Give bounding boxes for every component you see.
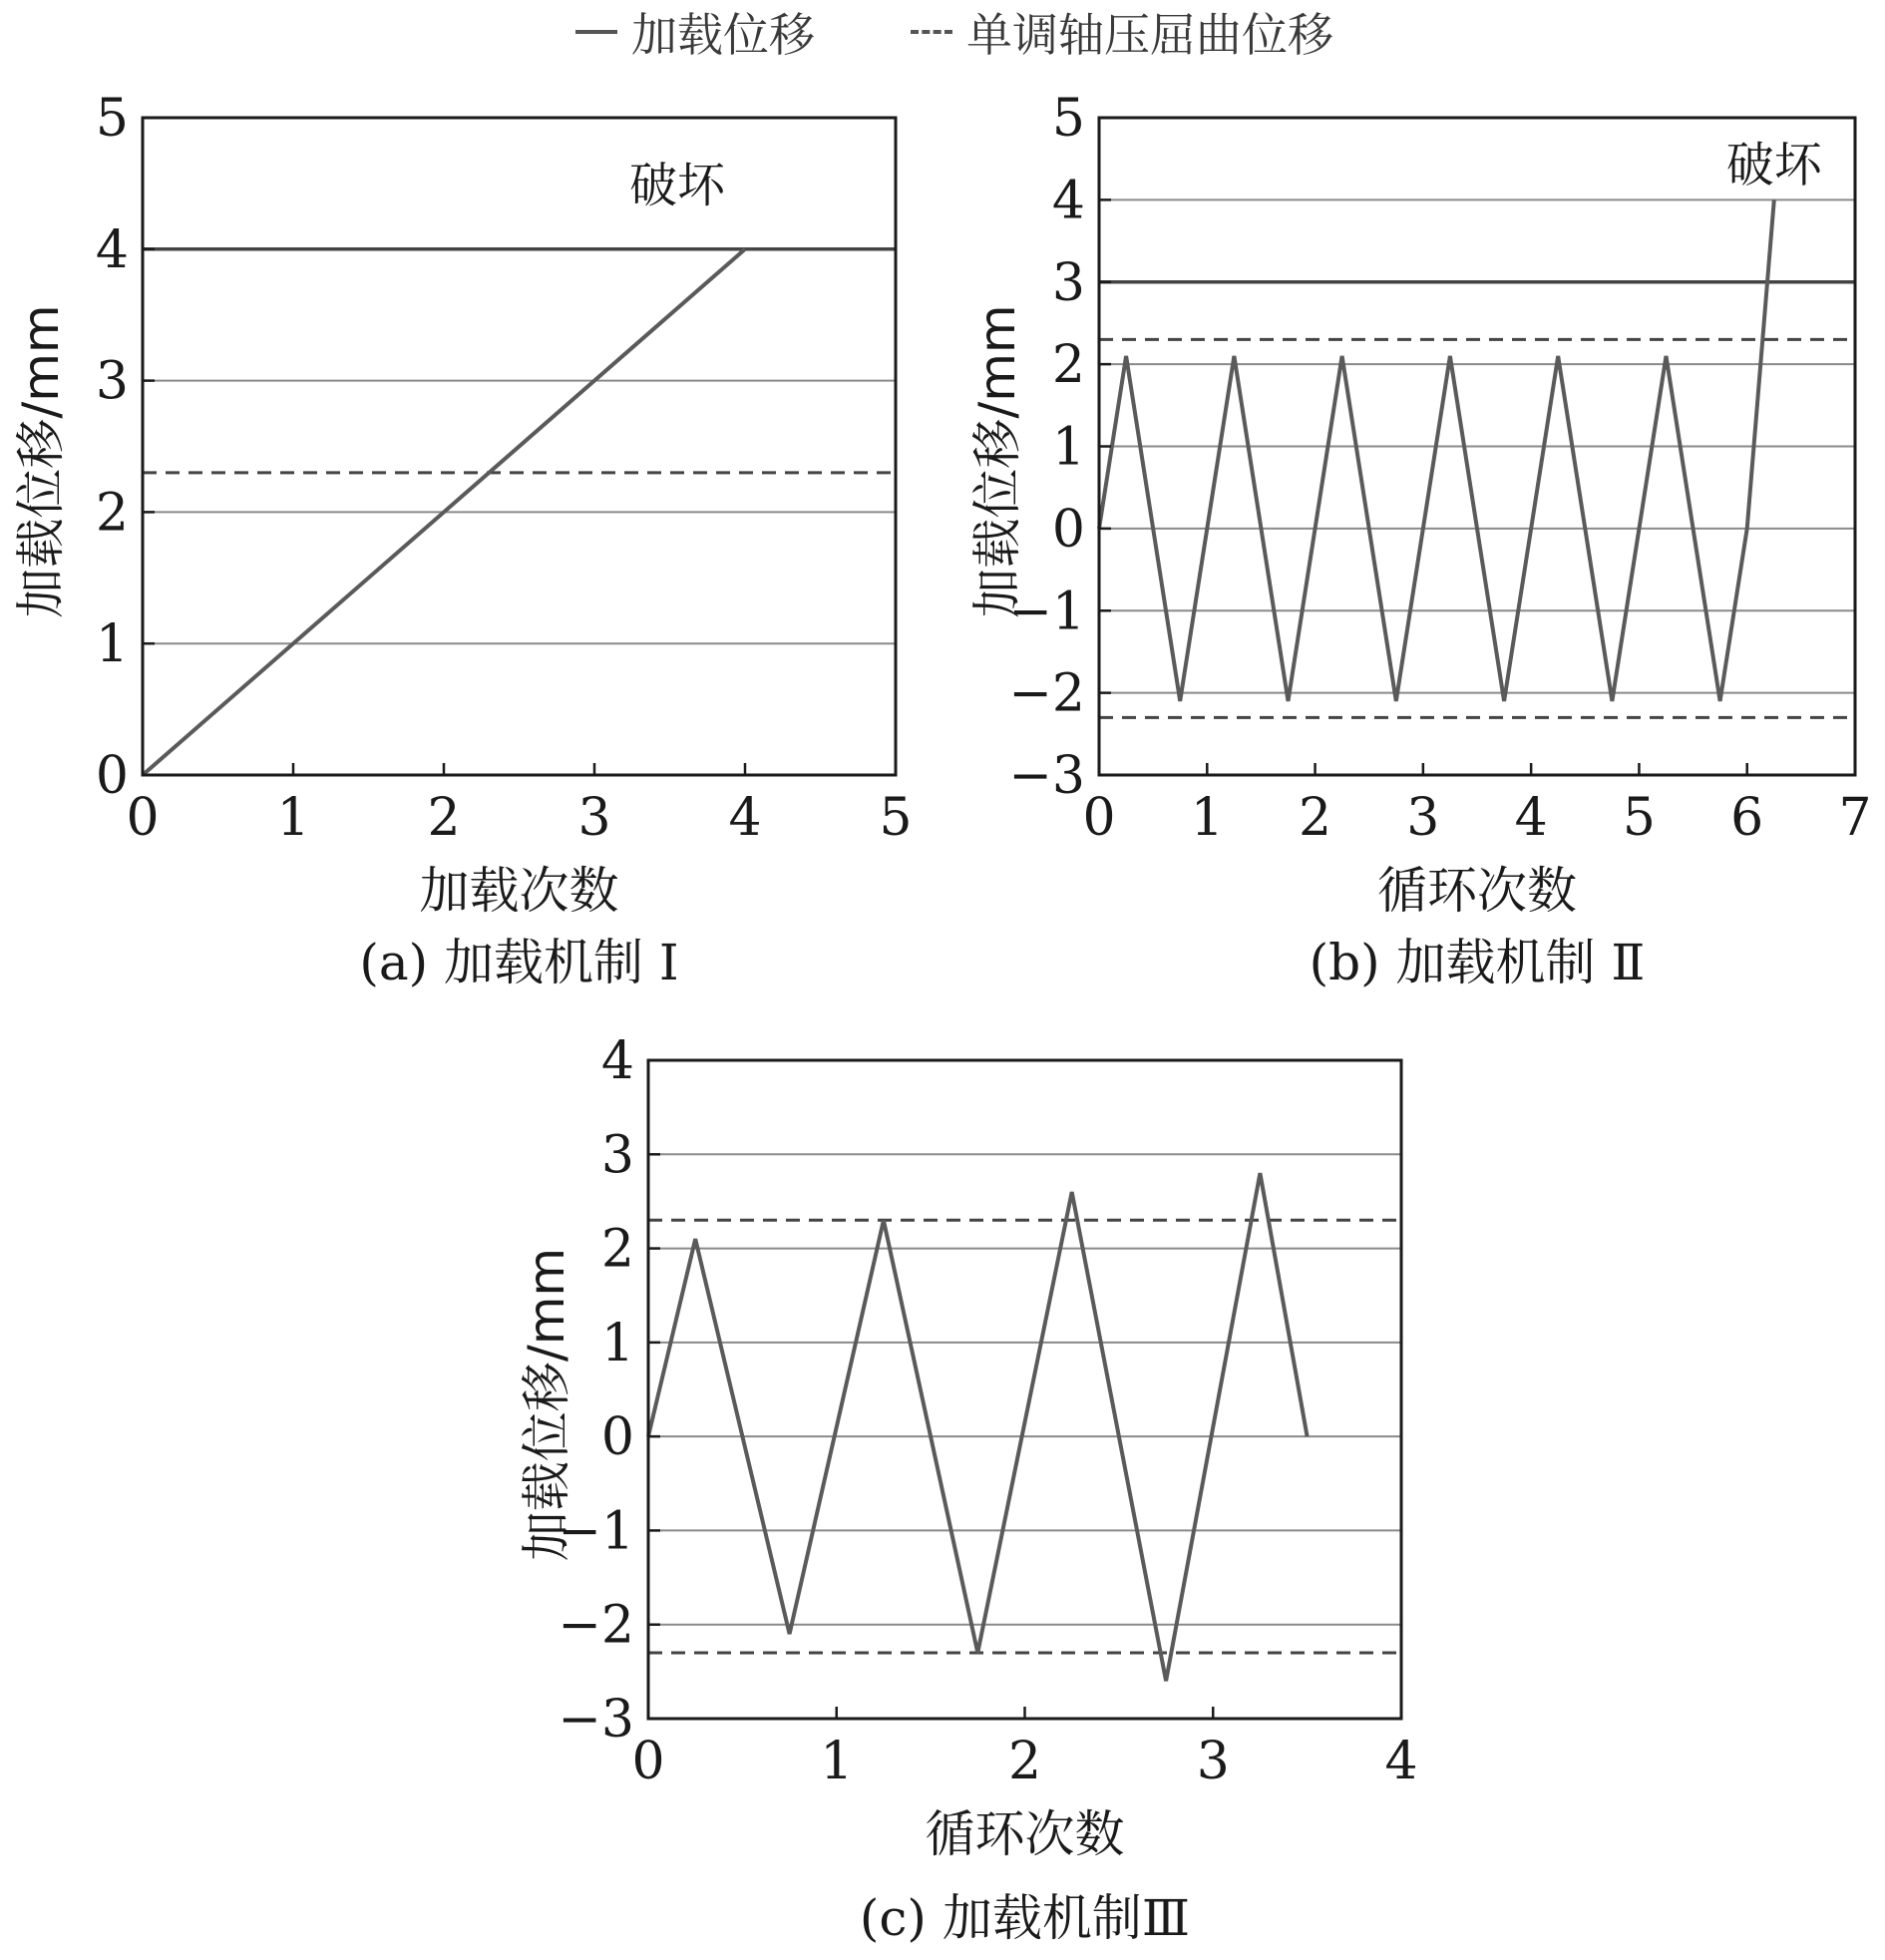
legend-label-loading-displacement: 加载位移 <box>631 8 815 62</box>
chart-c-x-tick-label: 3 <box>1196 1732 1230 1791</box>
chart-a-x-tick-label: 2 <box>427 788 461 848</box>
chart-b-x-axis-label: 循环次数 <box>1377 862 1577 920</box>
chart-b-y-tick-label: 1 <box>1051 417 1085 478</box>
chart-a-x-axis-label: 加载次数 <box>419 862 619 920</box>
chart-b-x-tick-label: 0 <box>1082 788 1116 848</box>
chart-a-y-tick-label: 4 <box>95 219 129 280</box>
chart-a-failure-annotation: 破坏 <box>629 157 726 213</box>
chart-c-x-tick-label: 0 <box>631 1732 665 1791</box>
chart-b-x-tick-label: 2 <box>1299 788 1332 848</box>
chart-c-y-tick-label: −3 <box>558 1690 634 1750</box>
chart-a-x-tick-label: 1 <box>276 788 310 848</box>
chart-b-failure-annotation: 破坏 <box>1725 137 1822 194</box>
chart-b-x-tick-label: 5 <box>1622 788 1656 848</box>
chart-c-y-tick-label: 1 <box>600 1313 634 1373</box>
chart-b-x-tick-label: 7 <box>1838 788 1872 848</box>
chart-c-y-tick-label: 4 <box>600 1031 634 1091</box>
chart-b-y-tick-label: 5 <box>1051 89 1085 149</box>
chart-b-y-axis-label: 加载位移/mm <box>968 304 1026 618</box>
chart-a-x-tick-label: 4 <box>728 788 762 848</box>
chart-b-y-tick-label: 4 <box>1051 171 1085 231</box>
chart-a-y-tick-label: 5 <box>95 89 129 149</box>
chart-c-caption: (c) 加载机制Ⅲ <box>859 1889 1191 1947</box>
chart-a-caption: (a) 加载机制 Ⅰ <box>359 934 679 991</box>
chart-b-y-tick-label: −3 <box>1008 746 1085 806</box>
chart-a-y-tick-label: 2 <box>95 483 129 544</box>
chart-c <box>518 1031 1418 1947</box>
chart-b-y-tick-label: 0 <box>1051 499 1085 560</box>
chart-b <box>968 89 1872 991</box>
chart-c-x-axis-label: 循环次数 <box>925 1805 1125 1863</box>
chart-c-y-tick-label: 3 <box>600 1125 634 1186</box>
chart-b-series-line <box>1099 199 1774 701</box>
chart-c-y-tick-label: −2 <box>558 1595 634 1656</box>
chart-b-x-tick-label: 4 <box>1514 788 1548 848</box>
chart-c-x-tick-label: 4 <box>1384 1732 1418 1791</box>
chart-b-x-tick-label: 3 <box>1406 788 1440 848</box>
chart-b-caption: (b) 加载机制 Ⅱ <box>1309 934 1646 991</box>
chart-a-y-tick-label: 1 <box>95 614 129 675</box>
chart-c-y-axis-label: 加载位移/mm <box>518 1247 575 1562</box>
chart-a-x-tick-label: 3 <box>577 788 611 848</box>
chart-c-y-tick-label: −1 <box>558 1501 634 1562</box>
chart-b-x-tick-label: 6 <box>1730 788 1764 848</box>
chart-b-y-tick-label: −2 <box>1008 663 1085 724</box>
chart-c-x-tick-label: 1 <box>820 1732 854 1791</box>
chart-a-y-axis-label: 加载位移/mm <box>12 304 70 618</box>
chart-a-y-tick-label: 0 <box>95 746 129 806</box>
chart-c-y-tick-label: 2 <box>600 1219 634 1280</box>
chart-b-y-tick-label: 2 <box>1051 335 1085 396</box>
chart-b-x-tick-label: 1 <box>1190 788 1224 848</box>
chart-a-x-tick-label: 0 <box>126 788 160 848</box>
chart-c-y-tick-label: 0 <box>600 1407 634 1468</box>
chart-b-y-tick-label: −1 <box>1008 582 1085 642</box>
chart-b-y-tick-label: 3 <box>1051 252 1085 313</box>
chart-a <box>12 89 913 991</box>
chart-c-x-tick-label: 2 <box>1007 1732 1042 1791</box>
chart-c-plot-frame <box>648 1060 1401 1719</box>
chart-a-x-tick-label: 5 <box>879 788 913 848</box>
chart-a-y-tick-label: 3 <box>95 351 129 412</box>
legend-label-buckling-displacement: 单调轴压屈曲位移 <box>966 8 1333 62</box>
